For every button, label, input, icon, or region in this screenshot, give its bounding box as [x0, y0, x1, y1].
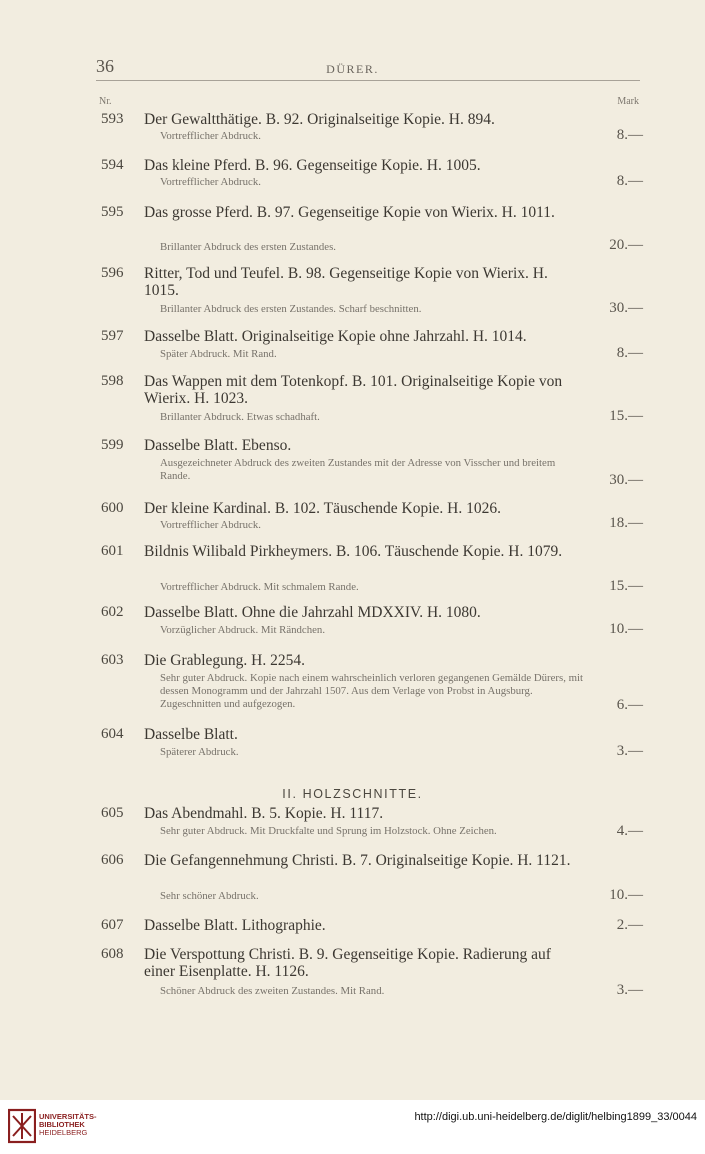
entry-note: Vortrefflicher Abdruck.	[160, 130, 261, 142]
entry-title: Der Gewaltthätige. B. 92. Originalseitige Kopie. H. 894.	[144, 111, 495, 128]
library-footer	[0, 1100, 705, 1154]
entry-price: 15.—	[609, 408, 643, 424]
entry-price: 8.—	[616, 127, 643, 143]
entry-note: Schöner Abdruck des zweiten Zustandes. Mit Rand.	[160, 985, 385, 997]
library-name: UNIVERSITÄTS- BIBLIOTHEK HEIDELBERG	[39, 1112, 97, 1137]
entry-price: 30.—	[609, 300, 643, 316]
entry-title: Die Verspottung Christi. B. 9. Gegenseitige Kopie. Radierung auf einer Eisenplatte. H. 1126.	[144, 946, 551, 980]
entry-price: 30.—	[609, 472, 643, 488]
entry-note: Brillanter Abdruck des ersten Zustandes.	[160, 241, 337, 253]
entry-title: Der kleine Kardinal. B. 102. Täuschende Kopie. H. 1026.	[144, 500, 501, 517]
entry-note: Vorzüglicher Abdruck. Mit Rändchen.	[160, 624, 326, 636]
entry-number: 603	[101, 652, 124, 668]
section-heading: II. HOLZSCHNITTE.	[282, 787, 423, 801]
entry-price: 10.—	[609, 887, 643, 903]
entry-title: Die Grablegung. H. 2254.	[144, 652, 305, 669]
source-url-link[interactable]: http://digi.ub.uni-heidelberg.de/diglit/helbing1899_33/0044	[414, 1111, 697, 1123]
entry-title: Das kleine Pferd. B. 96. Gegenseitige Kopie. H. 1005.	[144, 157, 481, 174]
entry-number: 597	[101, 328, 124, 344]
entry-price: 10.—	[609, 621, 643, 637]
entry-note: Sehr guter Abdruck. Kopie nach einem wahrscheinlich verloren gegangenen Gemälde Dürers, mit dessen Monogramm und der Jahrzahl 1507. Aus dem Verlage von Probst in Augsburg. Zugeschnitten und aufgezogen.	[160, 672, 584, 710]
entry-title: Ritter, Tod und Teufel. B. 98. Gegenseitige Kopie von Wierix. H. 1015.	[144, 265, 548, 299]
entry-note: Vortrefflicher Abdruck.	[160, 176, 261, 188]
entry-price: 8.—	[616, 345, 643, 361]
entry-price: 15.—	[609, 578, 643, 594]
entry-number: 595	[101, 204, 124, 220]
column-label-price: Mark	[617, 96, 639, 107]
entry-price: 20.—	[609, 237, 643, 253]
entry-title: Dasselbe Blatt.	[144, 726, 238, 743]
entry-price: 3.—	[616, 743, 643, 759]
entry-number: 598	[101, 373, 124, 389]
entry-number: 608	[101, 946, 124, 962]
entry-number: 594	[101, 157, 124, 173]
entry-title: Dasselbe Blatt. Ohne die Jahrzahl MDXXIV. H. 1080.	[144, 604, 481, 621]
column-label-number: Nr.	[99, 96, 112, 107]
entry-title: Dasselbe Blatt. Lithographie.	[144, 917, 326, 934]
entry-title: Das Wappen mit dem Totenkopf. B. 101. Originalseitige Kopie von Wierix. H. 1023.	[144, 373, 563, 407]
entry-note: Später Abdruck. Mit Rand.	[160, 348, 277, 360]
library-logo-icon	[8, 1108, 36, 1149]
entry-note: Brillanter Abdruck. Etwas schadhaft.	[160, 411, 320, 423]
entry-number: 601	[101, 543, 124, 559]
entry-note: Vortrefflicher Abdruck. Mit schmalem Rande.	[160, 581, 359, 593]
entry-title: Die Gefangennehmung Christi. B. 7. Originalseitige Kopie. H. 1121.	[144, 852, 571, 869]
entry-note: Ausgezeichneter Abdruck des zweiten Zustandes mit der Adresse von Visscher und breitem Rande.	[160, 457, 556, 482]
running-head: DÜRER.	[326, 62, 379, 76]
entry-note: Sehr guter Abdruck. Mit Druckfalte und Sprung im Holzstock. Ohne Zeichen.	[160, 825, 497, 837]
entry-number: 599	[101, 437, 124, 453]
entry-title: Dasselbe Blatt. Originalseitige Kopie ohne Jahrzahl. H. 1014.	[144, 328, 527, 345]
entry-note: Vortrefflicher Abdruck.	[160, 519, 261, 531]
entry-note: Späterer Abdruck.	[160, 746, 239, 758]
entry-title: Dasselbe Blatt. Ebenso.	[144, 437, 292, 454]
entry-title: Bildnis Wilibald Pirkheymers. B. 106. Täuschende Kopie. H. 1079.	[144, 543, 563, 560]
entry-number: 600	[101, 500, 124, 516]
entry-price: 3.—	[616, 982, 643, 998]
entry-title: Das Abendmahl. B. 5. Kopie. H. 1117.	[144, 805, 384, 822]
entry-number: 604	[101, 726, 124, 742]
entry-number: 606	[101, 852, 124, 868]
entry-note: Sehr schöner Abdruck.	[160, 890, 259, 902]
page-number: 36	[96, 56, 114, 76]
entry-number: 605	[101, 805, 124, 821]
entry-title: Das grosse Pferd. B. 97. Gegenseitige Kopie von Wierix. H. 1011.	[144, 204, 555, 221]
entry-price: 2.—	[616, 917, 643, 933]
entry-number: 602	[101, 604, 124, 620]
header-rule	[96, 80, 640, 81]
entry-number: 593	[101, 111, 124, 127]
entry-number: 607	[101, 917, 124, 933]
entry-price: 6.—	[616, 697, 643, 713]
entry-price: 4.—	[616, 823, 643, 839]
entry-price: 8.—	[616, 173, 643, 189]
entry-number: 596	[101, 265, 124, 281]
entry-note: Brillanter Abdruck des ersten Zustandes. Scharf beschnitten.	[160, 303, 422, 315]
entry-price: 18.—	[609, 515, 643, 531]
